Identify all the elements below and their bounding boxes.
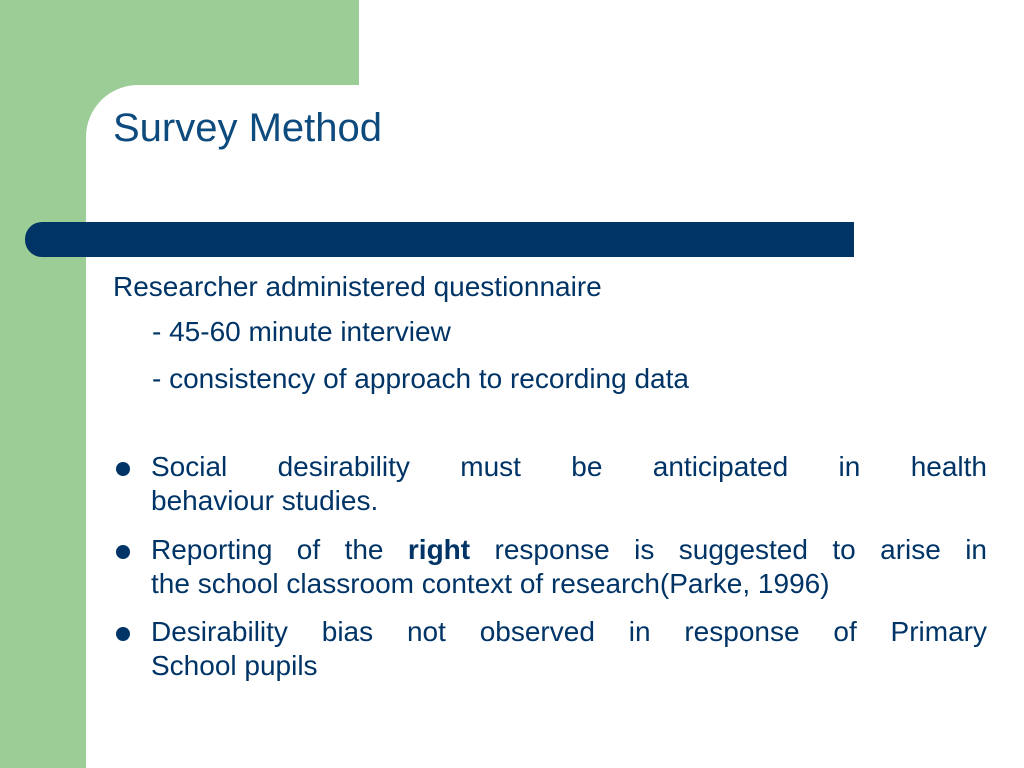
bullet-dot-icon <box>116 545 130 559</box>
sub-item: - 45-60 minute interview <box>152 316 451 347</box>
accent-bar <box>25 222 854 257</box>
slide-title: Survey Method <box>113 106 383 150</box>
bullet-dot-icon <box>116 627 130 641</box>
bullet-item <box>151 450 987 518</box>
bullet-text-part: response is suggested to arise in <box>470 534 988 565</box>
intro-line: Researcher administered questionnaire <box>113 271 602 302</box>
bullet-dot-icon <box>116 462 130 476</box>
bullet-text-line: Social desirability must be anticipated in health <box>151 451 987 482</box>
bullet-item <box>151 615 987 683</box>
bullet-text-line: behaviour studies. <box>151 485 379 516</box>
sub-item: - consistency of approach to recording data <box>152 363 689 394</box>
emphasis-text: right <box>407 534 471 565</box>
bullet-text-line: the school classroom context of research(Parke, 1996) <box>151 568 830 599</box>
bullet-text-line: School pupils <box>151 650 318 681</box>
bullet-text-line: Desirability bias not observed in response of Primary <box>151 616 987 647</box>
bullet-text-line <box>151 533 987 567</box>
bullet-item <box>151 533 987 601</box>
bullet-text-part: Reporting of the <box>151 534 408 565</box>
